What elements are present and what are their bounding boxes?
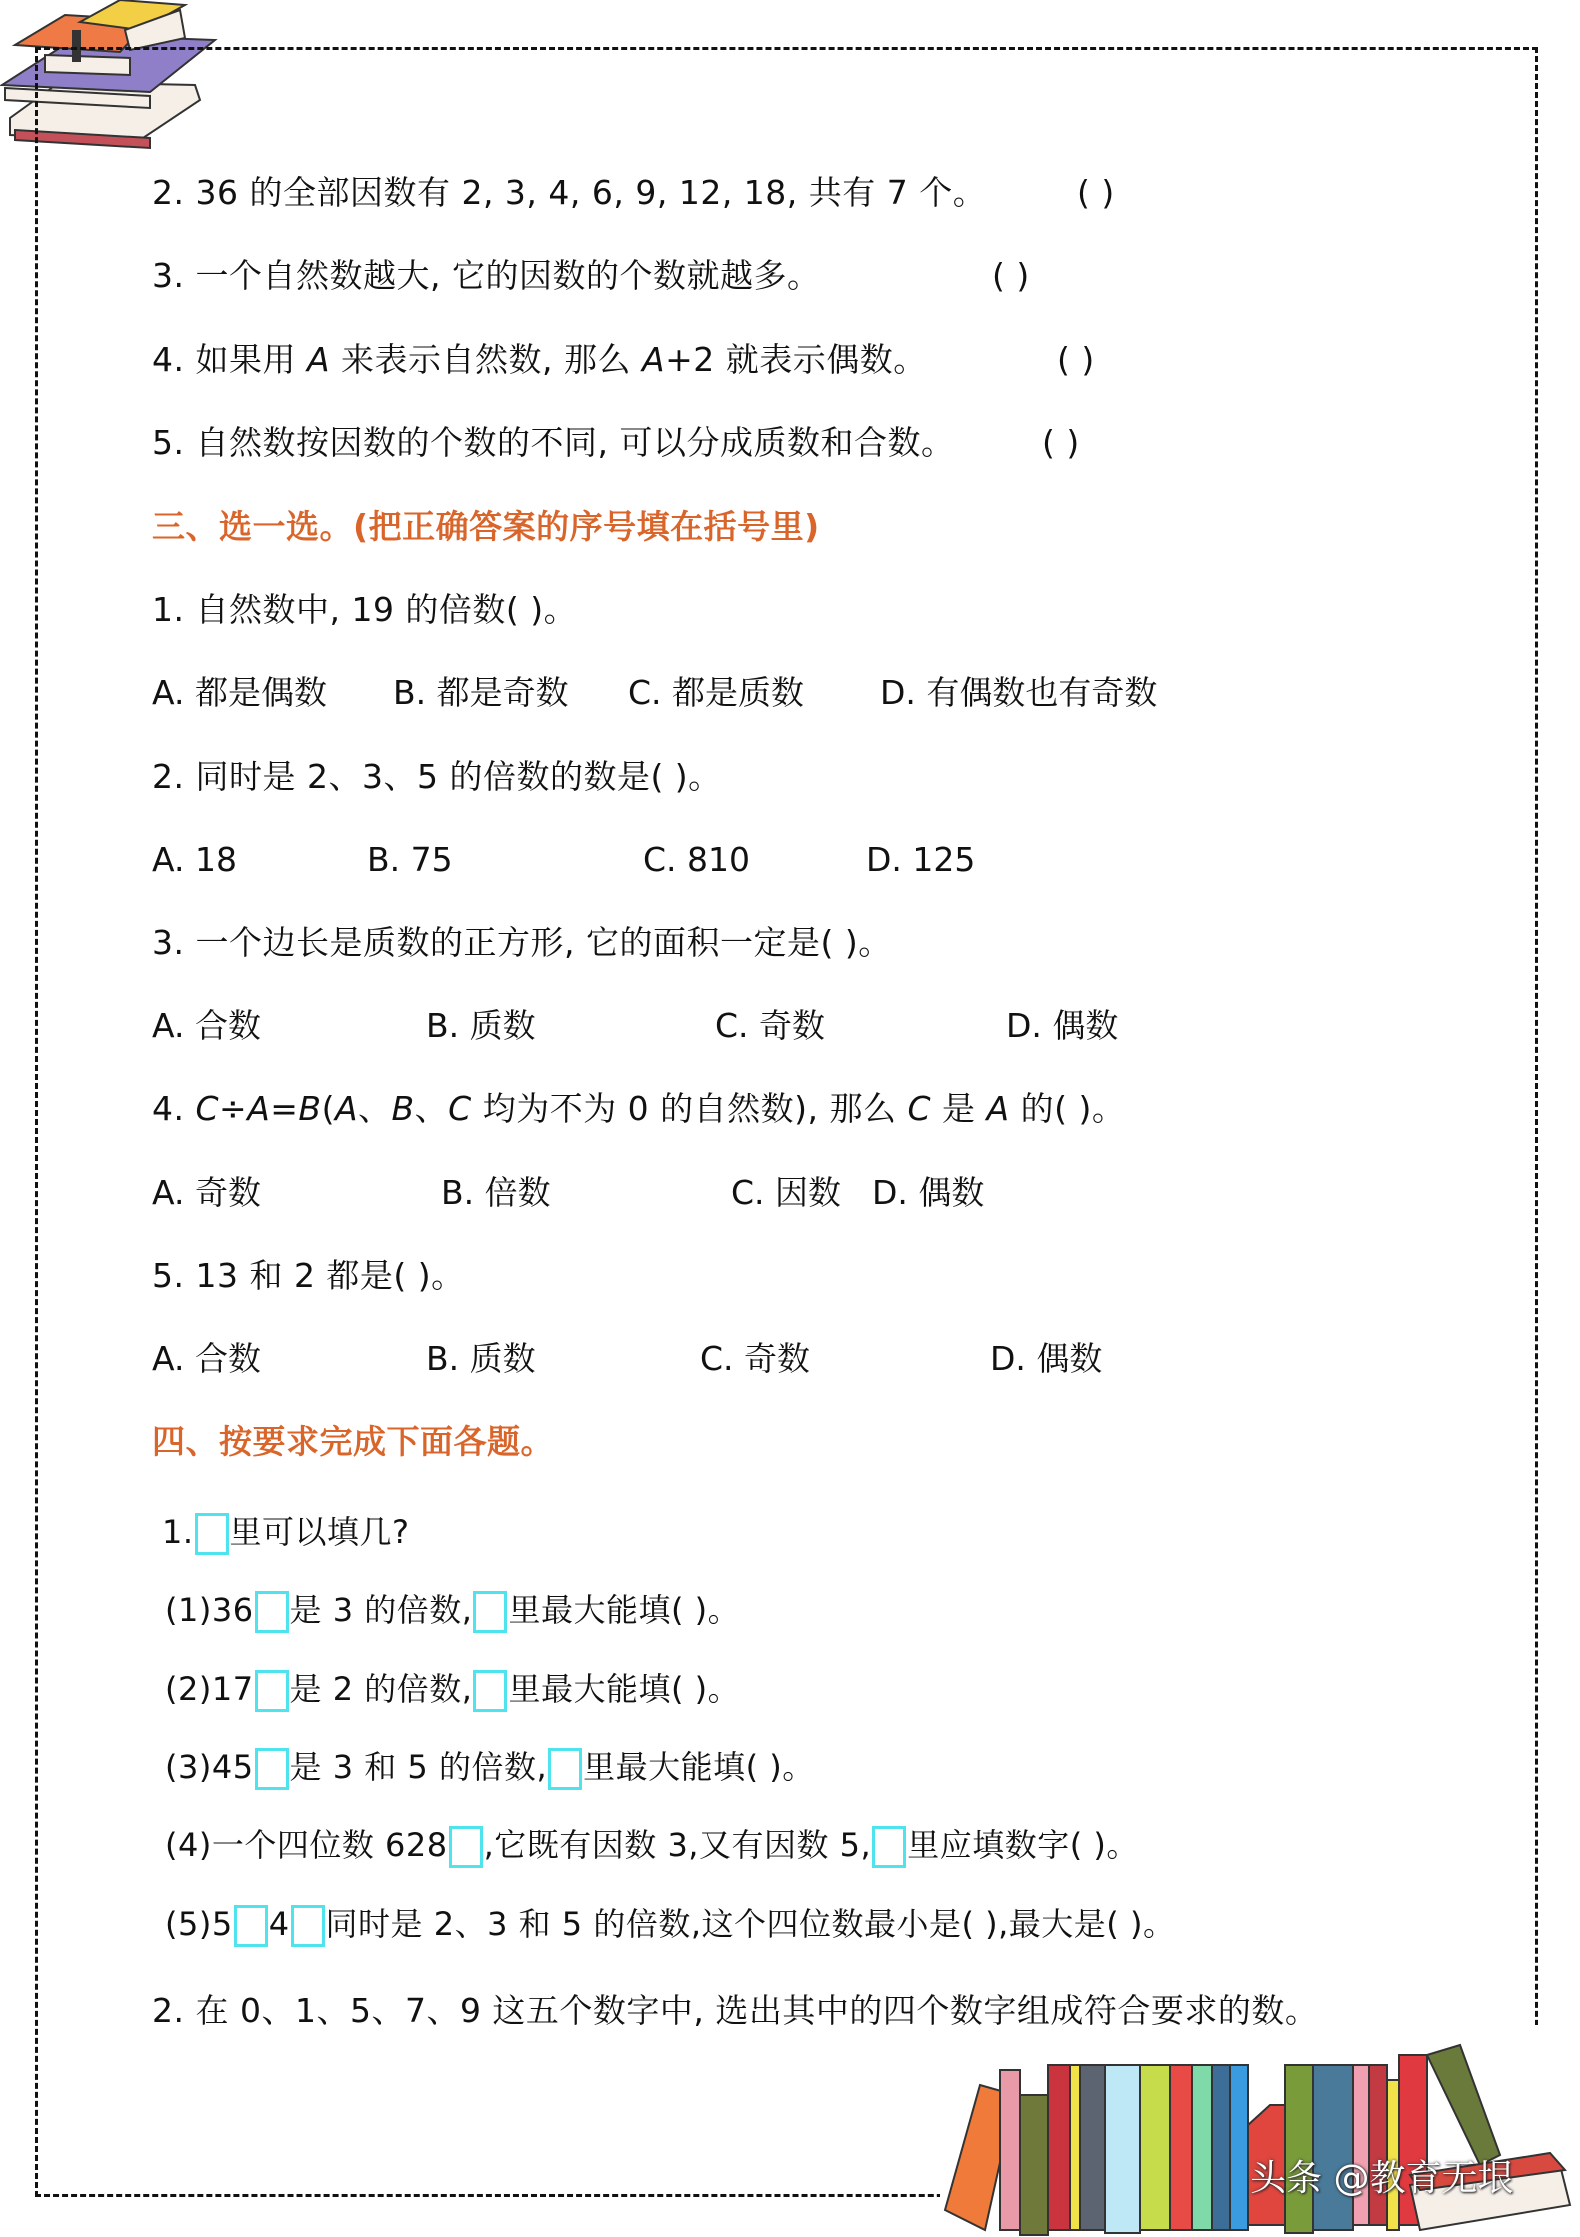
option-b[interactable]: B. 都是奇数 (393, 673, 569, 712)
judge-item-5 (152, 421, 1080, 465)
sub-text: 里应填数字( )。 (907, 1826, 1139, 1864)
blank-box-input[interactable] (255, 1591, 289, 1633)
option-c[interactable]: C. 都是质数 (628, 673, 805, 712)
option-a[interactable]: A. 合数 (152, 1339, 261, 1378)
answer-parens[interactable]: ( ) (1057, 340, 1095, 379)
option-a[interactable]: A. 都是偶数 (152, 673, 327, 712)
fill-sub-3 (165, 1745, 815, 1790)
option-c[interactable]: C. 810 (643, 840, 751, 879)
blank-box (872, 1826, 906, 1868)
fill-question-2: 2. 在 0、1、5、7、9 这五个数字中, 选出其中的四个数字组成符合要求的数。 (152, 1989, 1348, 2033)
sub-text: 4 (268, 1905, 290, 1943)
option-d[interactable]: D. 125 (866, 840, 976, 879)
option-d[interactable]: D. 偶数 (872, 1173, 985, 1212)
fill-sub-5 (165, 1902, 1175, 1947)
option-c[interactable]: C. 奇数 (715, 1006, 826, 1045)
judge-item-2 (152, 171, 1115, 215)
option-b[interactable]: B. 质数 (426, 1339, 536, 1378)
blank-box (473, 1591, 507, 1633)
variable-c: C (907, 1089, 932, 1128)
option-b[interactable]: B. 质数 (426, 1006, 536, 1045)
sub-text: 是 3 的倍数, (289, 1591, 473, 1629)
option-a[interactable]: A. 奇数 (152, 1173, 261, 1212)
sub-text: (4)一个四位数 628 (165, 1826, 448, 1864)
judge-item-text: 来表示自然数, 那么 (330, 340, 643, 379)
stem-text: 、 (414, 1089, 449, 1128)
fill-sub-2 (165, 1667, 740, 1712)
option-d[interactable]: D. 偶数 (990, 1339, 1103, 1378)
variable-b: B (298, 1089, 322, 1128)
sub-text: (2)17 (165, 1670, 254, 1708)
stem-text: 均为不为 0 的自然数), 那么 (471, 1089, 908, 1128)
section-4-heading: 四、按要求完成下面各题。 (152, 1422, 554, 1461)
blank-box-input[interactable] (449, 1826, 483, 1868)
variable-a: A (247, 1089, 271, 1128)
fill-sub-1 (165, 1588, 740, 1633)
stem-text: ( (321, 1089, 335, 1128)
fill-question-1-title (162, 1510, 410, 1555)
blank-box (473, 1670, 507, 1712)
sub-text: 是 3 和 5 的倍数, (289, 1748, 548, 1786)
choice-question-2: 2. 同时是 2、3、5 的倍数的数是( )。 (152, 757, 722, 796)
judge-item-text: 4. 如果用 (152, 340, 307, 379)
variable-c: C (448, 1089, 472, 1128)
variable-a: A (306, 340, 331, 379)
sub-text: 里最大能填( )。 (583, 1748, 815, 1786)
bookshelf-illustration (940, 2025, 1580, 2237)
sub-text: 是 2 的倍数, (289, 1670, 473, 1708)
variable-a: A (334, 1089, 359, 1128)
answer-parens[interactable]: ( ) (1077, 173, 1115, 212)
question-number: 1. (162, 1513, 194, 1551)
stem-text: 是 (931, 1089, 987, 1128)
choice-question-1: 1. 自然数中, 19 的倍数( )。 (152, 590, 578, 629)
variable-b: B (391, 1089, 415, 1128)
option-c[interactable]: C. 因数 (731, 1173, 842, 1212)
choice-question-5: 5. 13 和 2 都是( )。 (152, 1256, 465, 1295)
stem-text: 的( )。 (1009, 1089, 1126, 1128)
blank-box-input[interactable] (291, 1905, 325, 1947)
variable-a: A (642, 340, 666, 379)
judge-item-text: 3. 一个自然数越大, 它的因数的个数就越多。 (152, 256, 821, 295)
judge-item-3 (152, 254, 1030, 298)
judge-item-text: +2 就表示偶数。 (665, 340, 927, 379)
sub-text: (1)36 (165, 1591, 254, 1629)
answer-parens[interactable]: ( ) (1042, 423, 1080, 462)
option-a[interactable]: A. 合数 (152, 1006, 261, 1045)
option-d[interactable]: D. 偶数 (1006, 1006, 1119, 1045)
judge-item-text: 5. 自然数按因数的个数的不同, 可以分成质数和合数。 (152, 423, 955, 462)
option-a[interactable]: A. 18 (152, 840, 237, 879)
section-3-heading: 三、选一选。(把正确答案的序号填在括号里) (152, 507, 820, 546)
option-c[interactable]: C. 奇数 (700, 1339, 811, 1378)
divide-sign: ÷ (219, 1089, 248, 1128)
question-text: 里可以填几? (229, 1513, 410, 1551)
option-b[interactable]: B. 倍数 (441, 1173, 551, 1212)
choice-question-3: 3. 一个边长是质数的正方形, 它的面积一定是( )。 (152, 923, 892, 962)
judge-item-text: 2. 36 的全部因数有 2, 3, 4, 6, 9, 12, 18, 共有 7 个。 (152, 173, 987, 212)
watermark: 头条 @教育无垠 (1250, 2158, 1514, 2199)
option-d[interactable]: D. 有偶数也有奇数 (880, 673, 1158, 712)
blank-box (195, 1513, 229, 1555)
blank-box-input[interactable] (234, 1905, 268, 1947)
stem-text: 、 (358, 1089, 392, 1128)
equals-sign: = (270, 1089, 299, 1128)
sub-text: 同时是 2、3 和 5 的倍数,这个四位数最小是( ),最大是( )。 (325, 1905, 1176, 1943)
blank-box (548, 1748, 582, 1790)
sub-text: 里最大能填( )。 (508, 1591, 741, 1629)
sub-text: (5)5 (165, 1905, 233, 1943)
fill-sub-4 (165, 1823, 1139, 1868)
option-b[interactable]: B. 75 (367, 840, 453, 879)
variable-c: C (195, 1089, 220, 1128)
blank-box-input[interactable] (255, 1670, 289, 1712)
sub-text: ,它既有因数 3,又有因数 5, (483, 1826, 872, 1864)
sub-text: 里最大能填( )。 (508, 1670, 741, 1708)
judge-item-4 (152, 338, 1095, 382)
sub-text: (3)45 (165, 1748, 254, 1786)
variable-a: A (986, 1089, 1010, 1128)
choice-question-4 (152, 1087, 1125, 1131)
stem-text: 4. (152, 1089, 196, 1128)
blank-box-input[interactable] (255, 1748, 289, 1790)
answer-parens[interactable]: ( ) (992, 256, 1030, 295)
